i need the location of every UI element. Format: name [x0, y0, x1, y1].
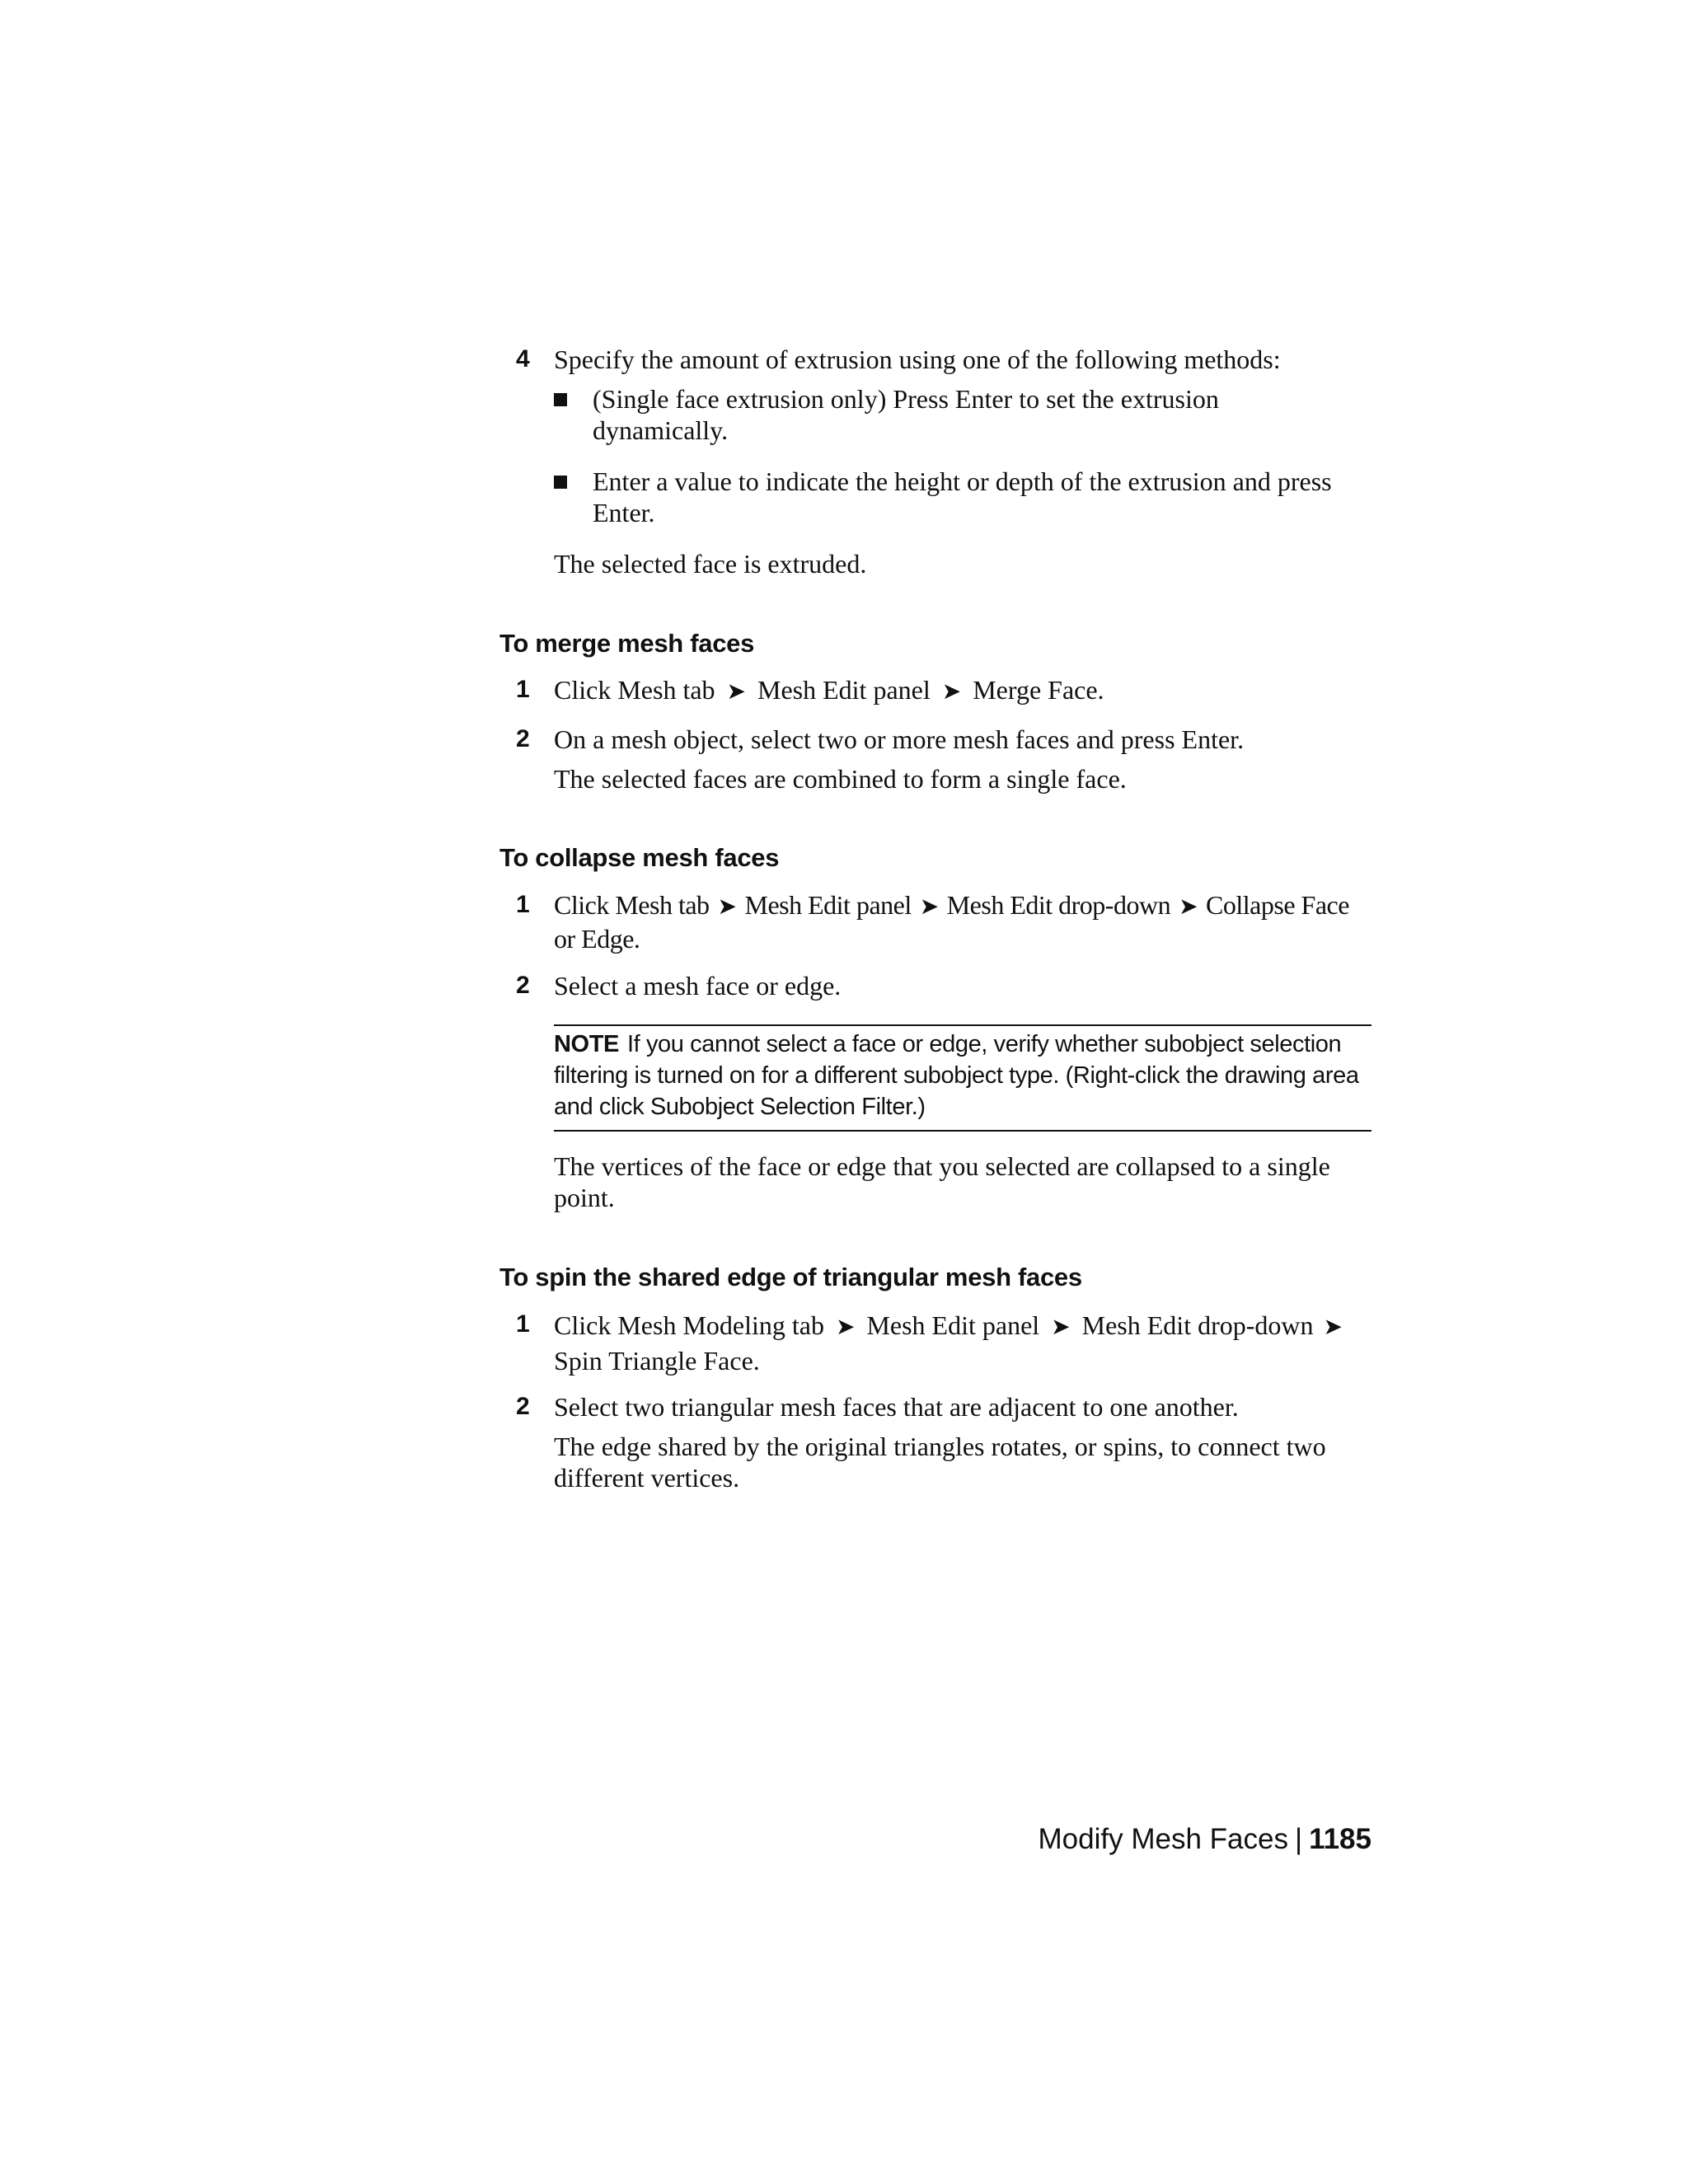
ribbon-path-part: Mesh Edit panel — [866, 1310, 1040, 1340]
note-top-rule — [554, 1024, 1372, 1026]
ribbon-path-part: Mesh Edit panel — [744, 890, 912, 920]
step-result: The selected faces are combined to form a single face. — [554, 764, 1127, 794]
step-text — [554, 889, 1374, 954]
step-text: Select a mesh face or edge. — [554, 971, 842, 1001]
ribbon-path-part: Click Mesh tab — [554, 675, 715, 705]
bullet-square-icon — [554, 476, 567, 489]
step-number: 1 — [516, 891, 530, 918]
arrow-right-icon: ➤ — [1179, 894, 1198, 920]
step-text — [554, 674, 1374, 708]
step-text: On a mesh object, select two or more mesh faces and press Enter. — [554, 724, 1245, 754]
arrow-right-icon: ➤ — [941, 679, 962, 705]
ribbon-path-part: Click Mesh tab — [554, 890, 710, 920]
bullet-item: (Single face extrusion only) Press Enter to set the extrusion dynamically. — [593, 384, 1219, 445]
arrow-right-icon: ➤ — [835, 1315, 856, 1340]
step-number: 2 — [516, 725, 530, 752]
ribbon-path-part: Spin Triangle Face. — [554, 1346, 760, 1376]
arrow-right-icon: ➤ — [717, 894, 737, 920]
section-heading: To collapse mesh faces — [499, 843, 780, 872]
section-heading: To spin the shared edge of triangular mesh faces — [499, 1263, 1082, 1291]
ribbon-path-part: Mesh Edit drop-down — [1081, 1310, 1314, 1340]
footer-section-title: Modify Mesh Faces — [1038, 1823, 1288, 1855]
step-result: The selected face is extruded. — [554, 549, 867, 579]
note-box — [554, 1029, 1374, 1122]
step-result: The vertices of the face or edge that you selected are collapsed to a single point. — [554, 1151, 1330, 1212]
note-bottom-rule — [554, 1130, 1372, 1132]
bullet-item: Enter a value to indicate the height or depth of the extrusion and press Enter. — [593, 466, 1332, 527]
ribbon-path-part: Click Mesh Modeling tab — [554, 1310, 824, 1340]
step-number: 2 — [516, 1393, 530, 1420]
arrow-right-icon: ➤ — [919, 894, 939, 920]
step-number: 1 — [516, 676, 530, 703]
ribbon-path-part: Mesh Edit drop-down — [946, 890, 1171, 920]
step-text: Specify the amount of extrusion using one of the following methods: — [554, 344, 1281, 374]
section-heading: To merge mesh faces — [499, 629, 755, 658]
ribbon-path-part: Collapse Face or Edge. — [554, 890, 1349, 954]
step-result: The edge shared by the original triangles rotates, or spins, to connect two different vertices. — [554, 1432, 1326, 1493]
ribbon-path-part: Merge Face. — [973, 675, 1104, 705]
arrow-right-icon: ➤ — [1051, 1315, 1071, 1340]
step-text — [554, 1309, 1374, 1377]
note-label: NOTE — [554, 1031, 619, 1057]
step-text: Select two triangular mesh faces that are adjacent to one another. — [554, 1392, 1239, 1422]
footer-separator: | — [1294, 1823, 1303, 1855]
ribbon-path-part: Mesh Edit panel — [757, 675, 931, 705]
page-number: 1185 — [1309, 1823, 1372, 1855]
note-text: If you cannot select a face or edge, verify whether subobject selection filtering is turned on for a different subobject type. (Right-click the drawing area and click Subobject Selection Filter.) — [554, 1031, 1359, 1120]
page-footer — [1039, 1821, 1372, 1858]
bullet-square-icon — [554, 393, 567, 406]
step-number: 1 — [516, 1310, 530, 1338]
arrow-right-icon: ➤ — [1323, 1315, 1343, 1340]
step-number: 4 — [516, 345, 530, 373]
arrow-right-icon: ➤ — [726, 679, 746, 705]
step-number: 2 — [516, 972, 530, 999]
